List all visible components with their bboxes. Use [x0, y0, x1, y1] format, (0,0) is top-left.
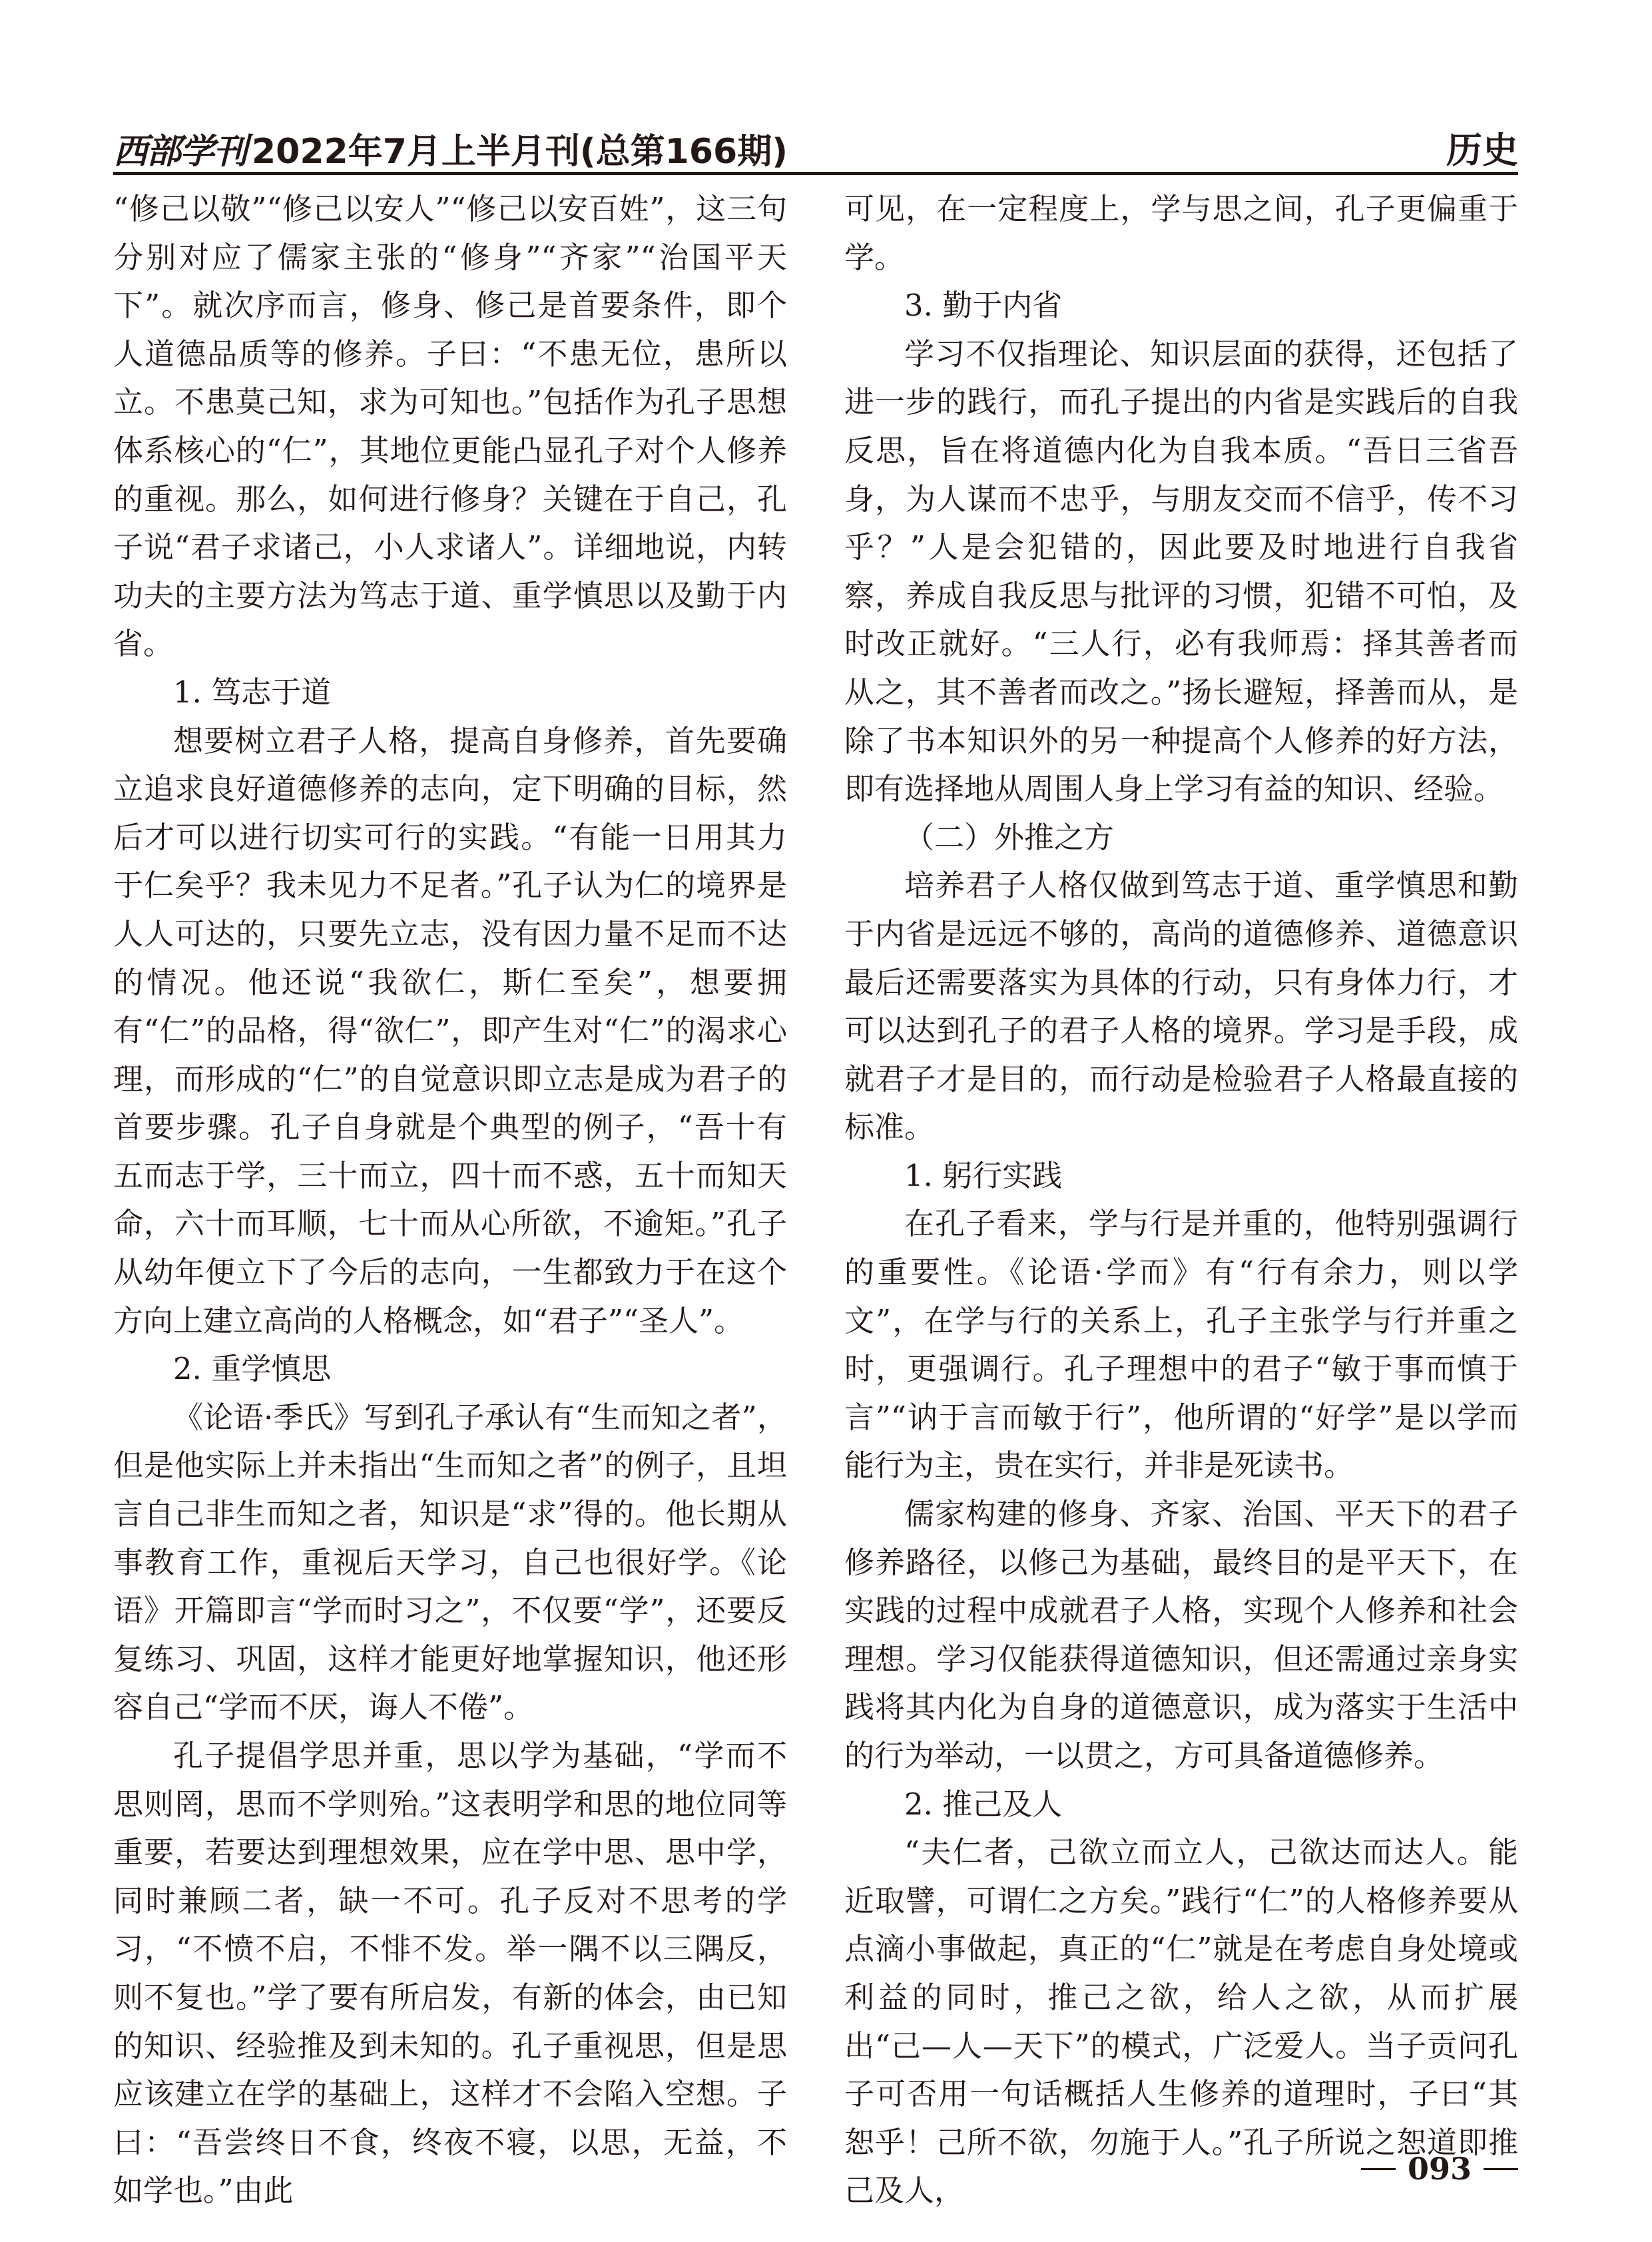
subsection-heading: 2. 推己及人	[904, 1786, 1063, 1822]
paragraph: 可见，在一定程度上，学与思之间，孔子更偏重于学。	[844, 191, 1518, 275]
paragraph: 想要树立君子人格，提高自身修养，首先要确立追求良好道德修养的志向，定下明确的目标，然后才可以进行切实可行的实践。“有能一日用其力于仁矣乎？我未见力不足者。”孔子认为仁的境界是人人可达的，只要先立志，没有因力量不足而不达的情况。他还说“我欲仁，斯仁至矣”，想要拥有“仁”的品格，得“欲仁”，即产生对“仁”的渴求心理，而形成的“仁”的自觉意识即立志是成为君子的首要步骤。孔子自身就是个典型的例子，“吾十有五而志于学，三十而立，四十而不惑，五十而知天命，六十而耳顺，七十而从心所欲，不逾矩。”孔子从幼年便立下了今后的志向，一生都致力于在这个方向上建立高尚的人格概念，如“君子”“圣人”。	[113, 722, 787, 1338]
issue-info: 2022年7月上半月刊(总第166期)	[252, 132, 788, 172]
section-heading: （二）外推之方	[904, 819, 1115, 855]
subsection-heading: 1. 笃志于道	[173, 674, 332, 710]
left-column	[113, 185, 787, 2215]
subsection-heading: 2. 重学慎思	[173, 1351, 332, 1387]
paragraph: 学习不仅指理论、知识层面的获得，还包括了进一步的践行，而孔子提出的内省是实践后的自我反思，旨在将道德内化为自我本质。“吾日三省吾身，为人谋而不忠乎，与朋友交而不信乎，传不习乎？”人是会犯错的，因此要及时地进行自我省察，养成自我反思与批评的习惯，犯错不可怕，及时改正就好。“三人行，必有我师焉：择其善者而从之，其不善者而改之。”扬长避短，择善而从，是除了书本知识外的另一种提高个人修养的好方法，即有选择地从周围人身上学习有益的知识、经验。	[844, 336, 1518, 807]
paragraph: 培养君子人格仅做到笃志于道、重学慎思和勤于内省是远远不够的，高尚的道德修养、道德意识最后还需要落实为具体的行动，只有身体力行，才可以达到孔子的君子人格的境界。学习是手段，成就君子才是目的，而行动是检验君子人格最直接的标准。	[844, 868, 1518, 1145]
subsection-heading: 1. 躬行实践	[904, 1157, 1063, 1193]
page-footer	[1338, 2151, 1518, 2187]
footer-dash-right	[1484, 2168, 1518, 2170]
paragraph: 在孔子看来，学与行是并重的，他特别强调行的重要性。《论语·学而》有“行有余力，则以学文”，在学与行的关系上，孔子主张学与行并重之时，更强调行。孔子理想中的君子“敏于事而慎于言”“讷于言而敏于行”，他所谓的“好学”是以学而能行为主，贵在实行，并非是死读书。	[844, 1206, 1518, 1484]
paragraph: “夫仁者，己欲立而立人，己欲达而达人。能近取譬，可谓仁之方矣。”践行“仁”的人格修养要从点滴小事做起，真正的“仁”就是在考虑自身处境或利益的同时，推己之欲，给人之欲，从而扩展出“己—人—天下”的模式，广泛爱人。当子贡问孔子可否用一句话概括人生修养的道理时，子曰“其恕乎！己所不欲，勿施于人。”孔子所说之恕道即推己及人，	[844, 1834, 1518, 2209]
footer-dash-left	[1361, 2168, 1396, 2170]
section-name: 历史	[1446, 129, 1518, 171]
journal-logo: 西部学刊	[113, 131, 247, 172]
paragraph: 儒家构建的修身、齐家、治国、平天下的君子修养路径，以修己为基础，最终目的是平天下，在实践的过程中成就君子人格，实现个人修养和社会理想。学习仅能获得道德知识，但还需通过亲身实践将其内化为自身的道德意识，成为落实于生活中的行为举动，一以贯之，方可具备道德修养。	[844, 1496, 1518, 1773]
page-number: 093	[1407, 2151, 1472, 2187]
subsection-heading: 3. 勤于内省	[904, 288, 1063, 324]
paragraph: “修己以敬”“修己以安人”“修己以安百姓”，这三句分别对应了儒家主张的“修身”“齐家”“治国平天下”。就次序而言，修身、修己是首要条件，即个人道德品质等的修养。子曰：“不患无位，患所以立。不患莫己知，求为可知也。”包括作为孔子思想体系核心的“仁”，其地位更能凸显孔子对个人修养的重视。那么，如何进行修身？关键在于自己，孔子说“君子求诸己，小人求诸人”。详细地说，内转功夫的主要方法为笃志于道、重学慎思以及勤于内省。	[113, 191, 787, 662]
paragraph: 《论语·季氏》写到孔子承认有“生而知之者”，但是他实际上并未指出“生而知之者”的例子，且坦言自己非生而知之者，知识是“求”得的。他长期从事教育工作，重视后天学习，自己也很好学。《论语》开篇即言“学而时习之”，不仅要“学”，还要反复练习、巩固，这样才能更好地掌握知识，他还形容自己“学而不厌，诲人不倦”。	[113, 1399, 787, 1725]
paragraph: 孔子提倡学思并重，思以学为基础，“学而不思则罔，思而不学则殆。”这表明学和思的地位同等重要，若要达到理想效果，应在学中思、思中学，同时兼顾二者，缺一不可。孔子反对不思考的学习，“不愤不启，不悱不发。举一隅不以三隅反，则不复也。”学了要有所启发，有新的体会，由已知的知识、经验推及到未知的。孔子重视思，但是思应该建立在学的基础上，这样才不会陷入空想。子曰：“吾尝终日不食，终夜不寝，以思，无益，不如学也。”由此	[113, 1738, 787, 2209]
header-rule	[113, 172, 1518, 175]
running-header	[113, 117, 1518, 170]
right-column	[844, 185, 1518, 2215]
